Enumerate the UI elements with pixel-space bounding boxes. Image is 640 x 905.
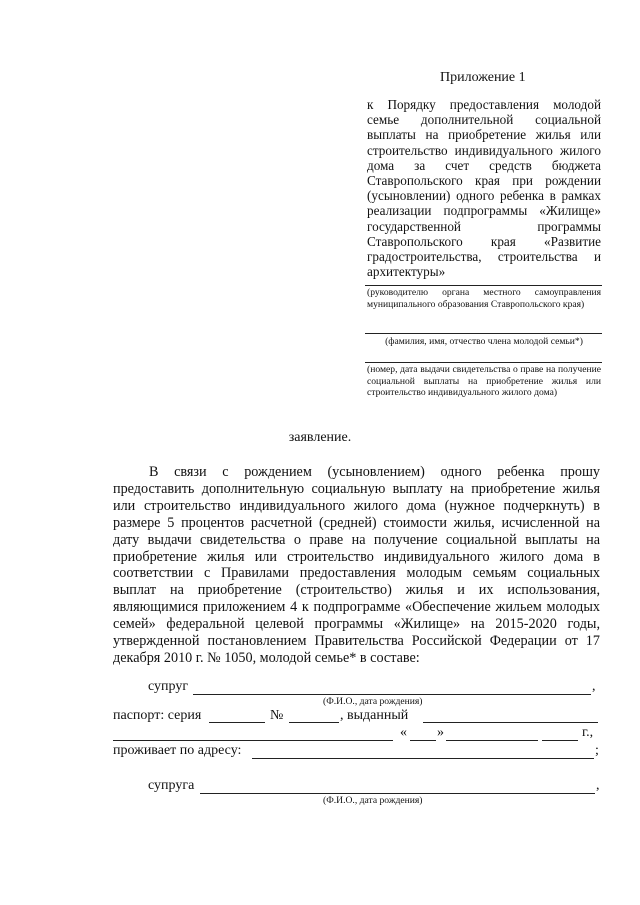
recipient-line (365, 285, 602, 286)
recipient-caption: (руководителю органа местного самоуправления муниципального образования Ставропольского края) (367, 287, 601, 310)
residence-semicolon: ; (595, 743, 599, 758)
passport-issued-label: , выданный (340, 708, 409, 723)
wife-fio-caption: (Ф.И.О., дата рождения) (323, 795, 423, 806)
wife-comma: , (596, 778, 600, 793)
husband-fio-field[interactable] (193, 694, 591, 695)
passport-number-field[interactable] (289, 722, 339, 723)
date-quote-open: « (400, 725, 407, 740)
issue-day-field[interactable] (410, 740, 436, 741)
residence-label: проживает по адресу: (113, 743, 242, 758)
application-body: В связи с рождением (усыновлением) одного ребенка прошу предоставить дополнительную социальную выплату на приобретение жилья или строительство индивидуального жилого дома (нужное подчеркнуть) в размере 5 процентов расчетной (средней) стоимости жилья, исчисленной на дату выдачи свидетельства о праве на получение социальной выплаты на приобретение жилья или строительство индивидуального жилого дома в соответствии с Правилами предоставления молодым семьям социальных выплат на приобретение (строительство) жилья и их использования, являющимися приложением 4 к подпрограмме «Обеспечение жильем молодых семей» федеральной целевой программы «Жилище» на 2015-2020 годы, утвержденной постановлением Правительства Российской Федерации от 17 декабря 2010 г. № 1050, молодой семье* в составе: (113, 464, 600, 666)
husband-label: супруг (148, 679, 189, 694)
passport-series-field[interactable] (209, 722, 265, 723)
husband-comma: , (592, 679, 596, 694)
passport-number-label: № (270, 708, 284, 723)
wife-label: супруга (148, 778, 195, 793)
appendix-reference: к Порядку предоставления молодой семье дополнительной социальной выплаты на приобретение жилья или строительство индивидуального жилого дома за счет средств бюджета Ставропольского края при рождении (усыновлении) одного ребенка в рамках реализации подпрограммы «Жилище» государственной программы Ставропольского края «Развитие градостроительства, строительства и архитектуры» (367, 97, 601, 280)
passport-issued-by-field-cont[interactable] (113, 740, 393, 741)
certificate-caption: (номер, дата выдачи свидетельства о праве на получение социальной выплаты на приобретение жилья или строительство индивидуального жилого дома) (367, 364, 601, 398)
issue-year-field[interactable] (542, 740, 578, 741)
document-heading: заявление. (288, 430, 352, 445)
applicant-caption: (фамилия, имя, отчество члена молодой семьи*) (385, 336, 583, 347)
residence-field[interactable] (252, 758, 594, 759)
issue-year-suffix: г., (582, 725, 594, 740)
appendix-title: Приложение 1 (440, 70, 526, 85)
certificate-line (365, 362, 602, 363)
applicant-line (365, 333, 602, 334)
husband-fio-caption: (Ф.И.О., дата рождения) (323, 696, 423, 707)
wife-fio-field[interactable] (200, 793, 595, 794)
passport-series-label: паспорт: серия (113, 708, 202, 723)
issue-month-field[interactable] (446, 740, 538, 741)
passport-issued-by-field[interactable] (423, 722, 598, 723)
date-quote-close: » (437, 725, 444, 740)
